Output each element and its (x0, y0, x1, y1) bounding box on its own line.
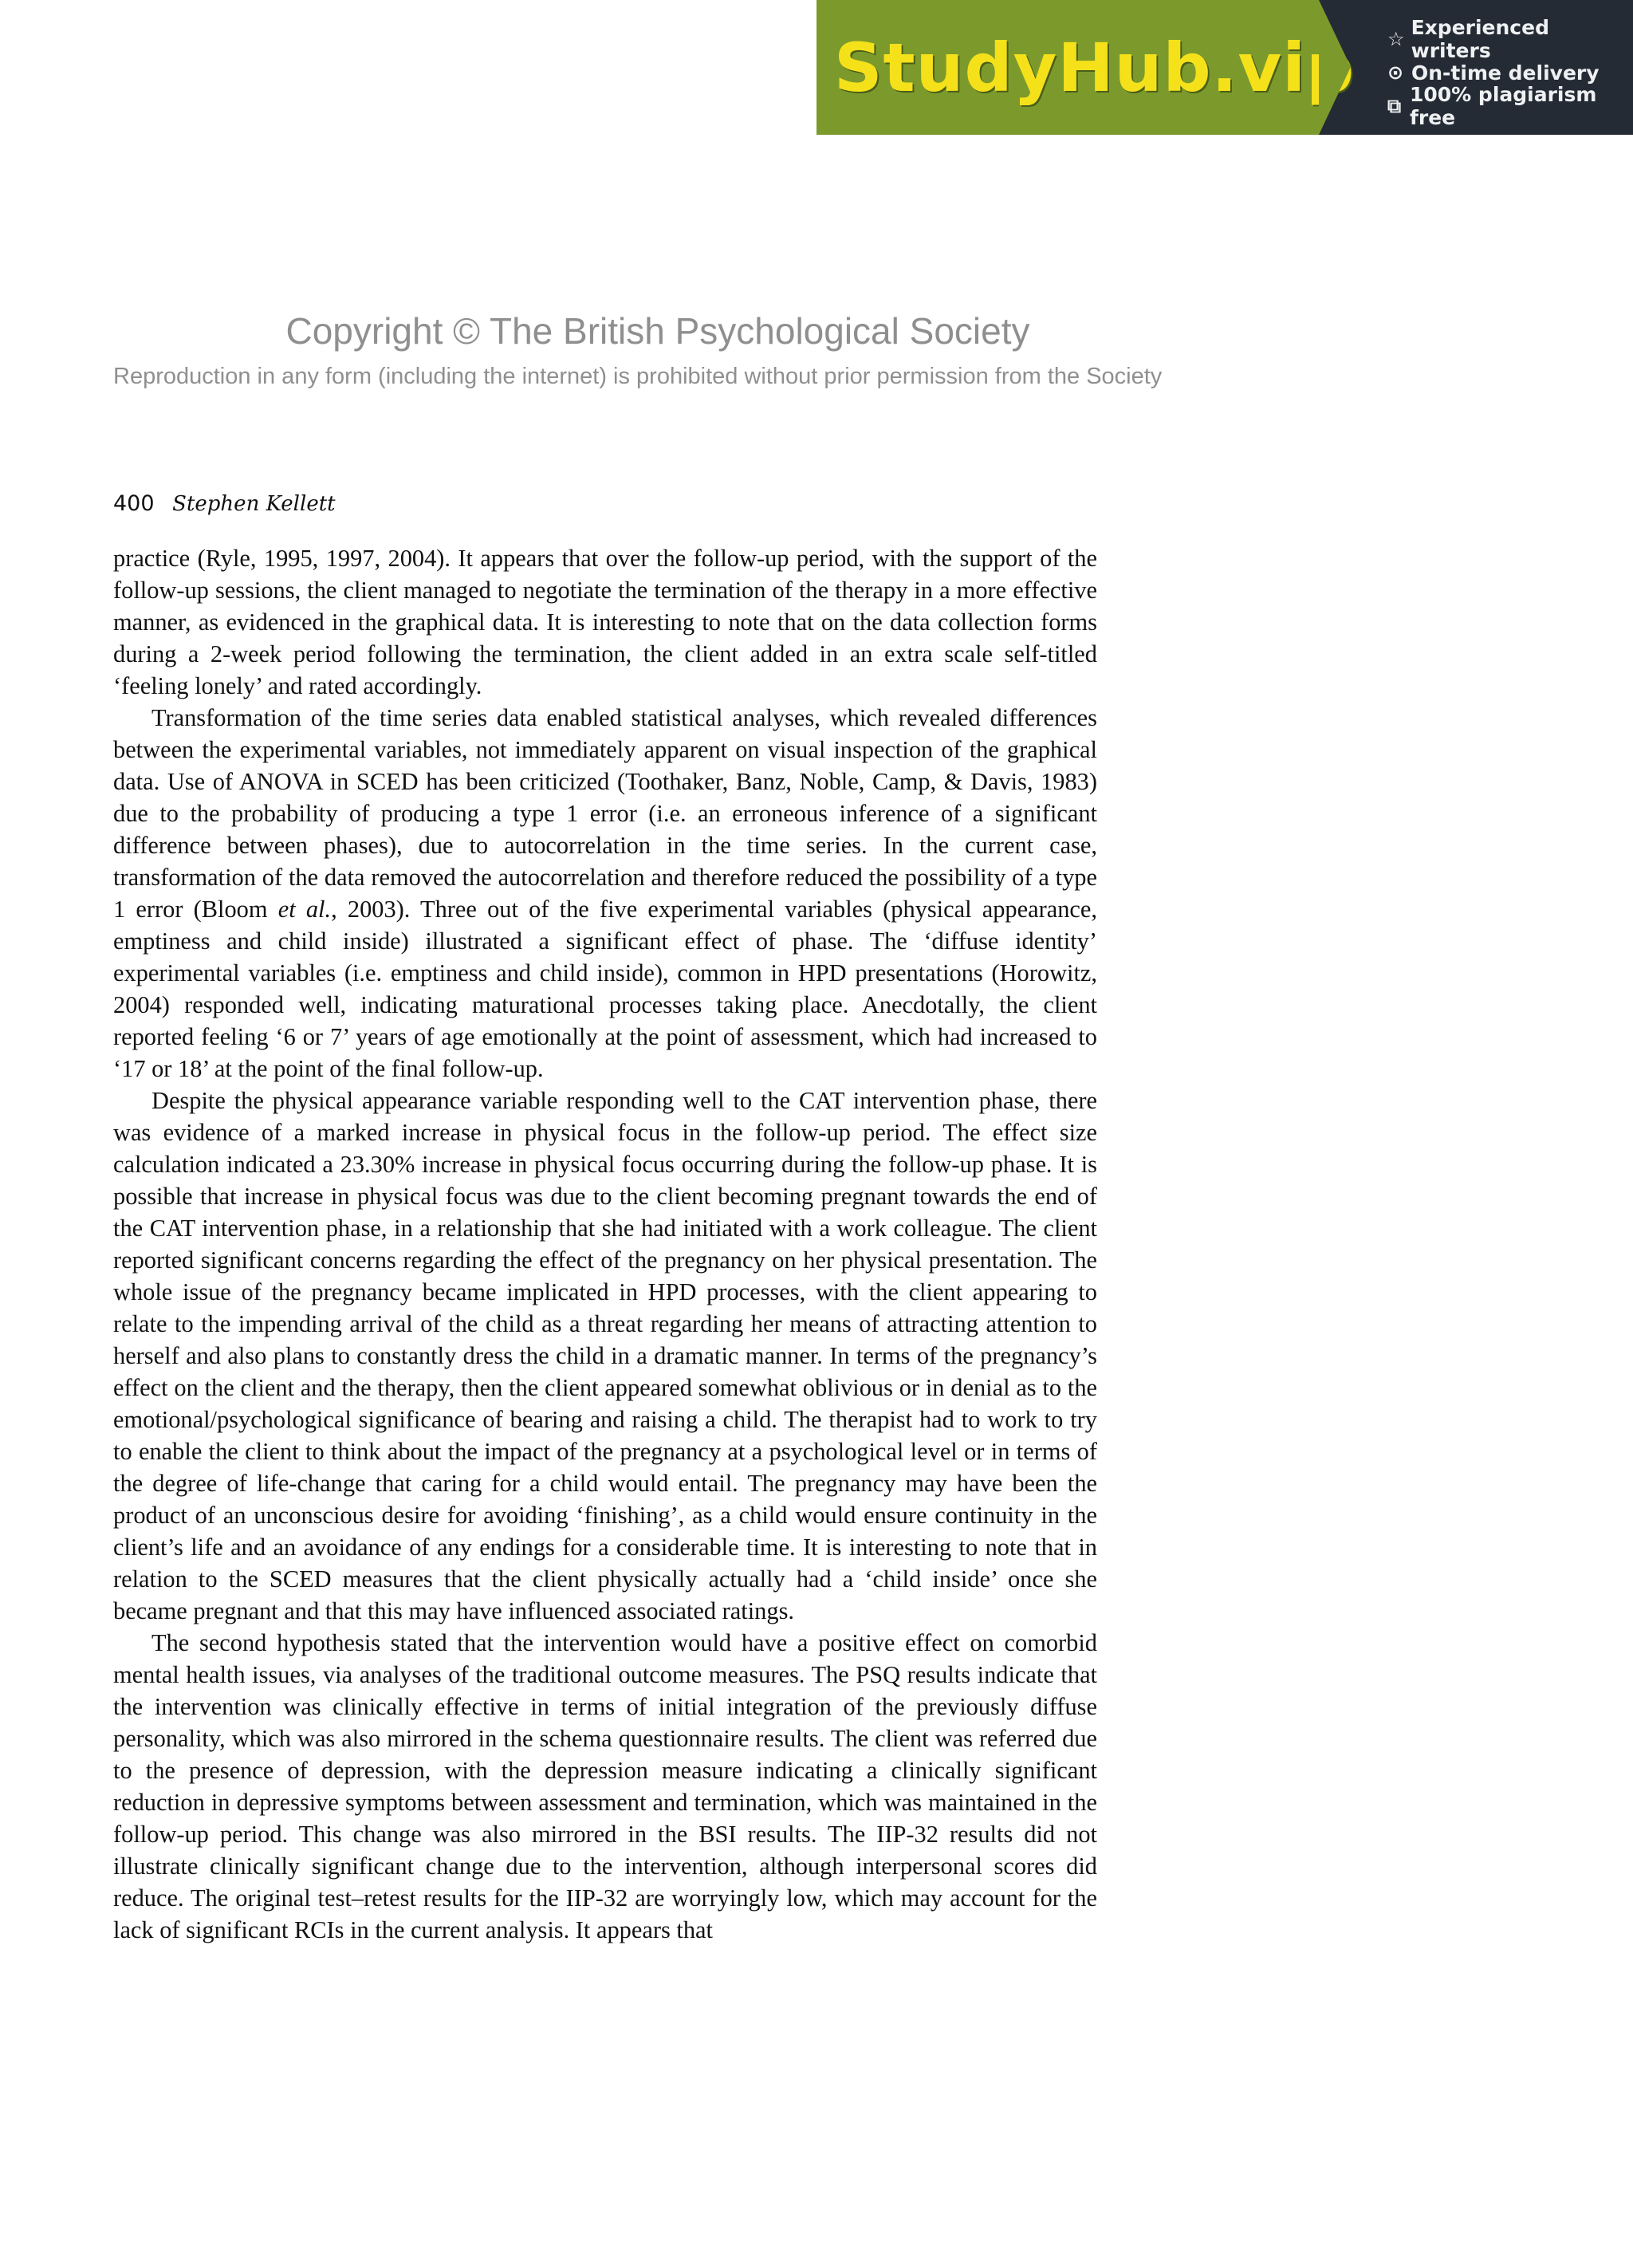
article-body (113, 542, 1097, 1946)
body-paragraph: practice (Ryle, 1995, 1997, 2004). It appears that over the follow-up period, with the support of the follow-up sessions, the client managed to negotiate the termination of the therapy in a more effective manner, as evidenced in the graphical data. It is interesting to note that on the data collection forms during a 2-week period following the termination, the client added in an extra scale self-titled ‘feeling lonely’ and rated accordingly. (113, 545, 1097, 699)
body-paragraph: Despite the physical appearance variable responding well to the CAT intervention phase, there was evidence of a marked increase in physical focus in the follow-up period. The effect size calculation indicated a 23.30% increase in physical focus occurring during the follow-up phase. It is possible that increase in physical focus was due to the client becoming pregnant towards the end of the CAT intervention phase, in a relationship that she had initiated with a work colleague. The client reported significant concerns regarding the effect of the pregnancy on her physical presentation. The whole issue of the pregnancy became implicated in HPD processes, with the client appearing to relate to the impending arrival of the child as a threat regarding her means of attracting attention to herself and also plans to constantly dress the child in a dramatic manner. In terms of the pregnancy’s effect on the client and the therapy, then the client appeared somewhat oblivious or in denial as to the emotional/psychological significance of bearing and raising a child. The therapist had to work to try to enable the client to think about the impact of the pregnancy at a psychological level or in terms of the degree of life-change that caring for a child would entail. The pregnancy may have been the product of an unconscious desire for avoiding ‘finishing’, as a child would ensure continuity in the client’s life and an avoidance of any endings for a considerable time. It is interesting to note that in relation to the SCED measures that the client physically actually had a ‘child inside’ once she became pregnant and that this may have influenced associated ratings. (113, 1087, 1097, 1624)
star-icon: ☆ (1387, 28, 1405, 50)
studyhub-banner[interactable] (816, 0, 1633, 135)
body-paragraph: Transformation of the time series data enabled statistical analyses, which revealed differences between the experimental variables, not immediately apparent on visual inspection of the graphical data. Use of ANOVA in SCED has been criticized (Toothaker, Banz, Noble, Camp, & Davis, 1983) due to the probability of producing a type 1 error (i.e. an erroneous inference of a significant difference between phases), due to autocorrelation in the time series. In the current case, transformation of the data removed the autocorrelation and therefore reduced the possibility of a type 1 error (Bloom et al., 2003). Three out of the five experimental variables (physical appearance, emptiness and child inside) illustrated a significant effect of phase. The ‘diffuse identity’ experimental variables (i.e. emptiness and child inside), common in HPD presentations (Horowitz, 2004) responded well, indicating maturational processes taking place. Anecdotally, the client reported feeling ‘6 or 7’ years of age emotionally at the point of assessment, which had increased to ‘17 or 18’ at the point of the final follow-up. (113, 704, 1097, 1082)
copyright-notice: Copyright © The British Psychological Society (285, 310, 1030, 352)
copy-icon: ⧉ (1387, 95, 1402, 117)
feature-label: Experienced writers (1411, 16, 1549, 62)
et-al-italic: et al. (277, 896, 332, 923)
page-number: 400 (113, 491, 155, 516)
feature-plagiarism-free (1387, 83, 1633, 129)
feature-label: On-time delivery (1411, 61, 1600, 85)
brand-panel (816, 0, 1356, 135)
running-head (113, 491, 336, 516)
feature-label: 100% plagiarism free (1409, 83, 1597, 129)
running-head-author: Stephen Kellett (172, 492, 336, 516)
feature-experienced-writers (1387, 16, 1633, 62)
feature-panel (1319, 0, 1633, 135)
brand-logo: StudyHub.vip (834, 28, 1356, 107)
clock-icon: ⊙ (1387, 61, 1404, 84)
body-paragraph: The second hypothesis stated that the intervention would have a positive effect on comorbid mental health issues, via analyses of the traditional outcome measures. The PSQ results indicate that the intervention was clinically effective in terms of initial integration of the previously diffuse personality, which was also mirrored in the schema questionnaire results. The client was referred due to the presence of depression, with the depression measure indicating a clinically significant reduction in depressive symptoms between assessment and termination, which was maintained in the follow-up period. This change was also mirrored in the BSI results. The IIP-32 results did not illustrate clinically significant change due to the intervention, although interpersonal scores did reduce. The original test–retest results for the IIP-32 are worryingly low, which may account for the lack of significant RCIs in the current analysis. It appears that (113, 1629, 1097, 1943)
reproduction-notice: Reproduction in any form (including the internet) is prohibited without prior permission from the Society (113, 364, 1163, 389)
